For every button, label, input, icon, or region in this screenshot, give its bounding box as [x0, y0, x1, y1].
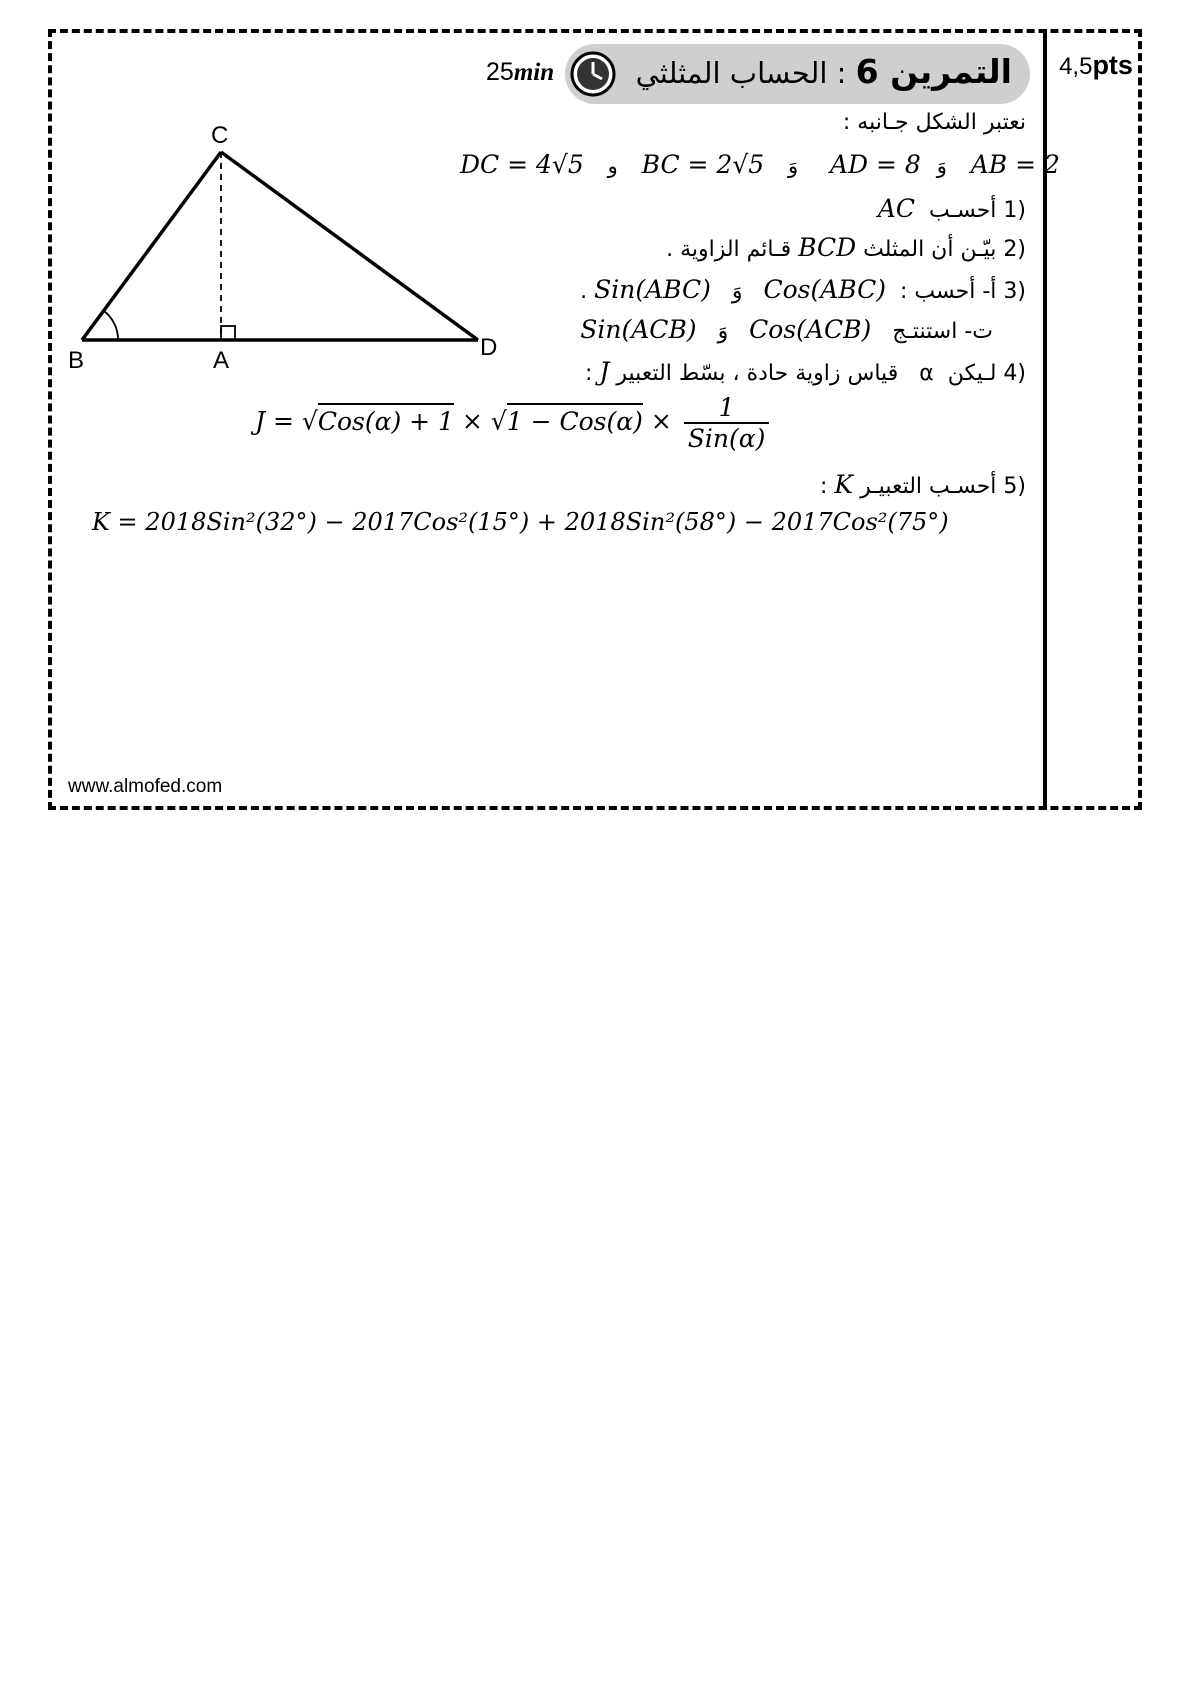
question-2 — [666, 233, 1026, 262]
q3-b-label: ت- استنتـج — [892, 319, 993, 344]
q2-text-a: بيّـن أن المثلث — [863, 237, 997, 262]
q3-sin-abc — [594, 275, 711, 304]
j-denominator: Sin(α) — [687, 424, 766, 453]
j-times-1: × — [453, 406, 491, 436]
segment-bc — [82, 152, 221, 340]
exercise-title — [636, 52, 1012, 91]
q3-cos-acb — [749, 315, 871, 344]
j-fraction — [684, 393, 770, 453]
duration-value: 25 — [486, 58, 514, 86]
question-1 — [878, 194, 1026, 223]
q1-math: AC — [877, 194, 916, 223]
and-1: وَ — [936, 154, 947, 178]
given-bc: BC = 2√5 — [641, 150, 765, 179]
q3-and-2: وَ — [717, 319, 729, 344]
j-times-2: × — [642, 406, 680, 436]
j-formula: J = √Cos(α) + 1 × √1 − Cos(α) × $\frac{1}{\text{Sin(α)}}$ — [255, 393, 769, 453]
exercise-topic: : الحساب المثلثي — [635, 56, 856, 90]
q3-number: (3 — [1003, 279, 1026, 304]
triangle-figure — [58, 115, 518, 375]
points-label — [1052, 50, 1140, 81]
j-lhs: J = — [255, 406, 302, 436]
question-3b — [580, 315, 993, 344]
q3-sin-acb-text: Sin(ACB) — [580, 315, 697, 344]
footer-url: www.almofed.com — [68, 776, 223, 797]
k-formula: K = 2018Sin²(32°) − 2017Cos²(15°) + 2018Sin²(58°) − 2017Cos²(75°) — [92, 508, 949, 536]
q3-and-1: وَ — [731, 279, 743, 304]
q3-period: . — [580, 279, 588, 304]
question-3a — [580, 275, 1026, 304]
j-numerator: 1 — [684, 393, 770, 424]
right-angle-mark — [221, 326, 235, 340]
angle-b-arc — [104, 311, 118, 340]
q3-cos-acb-text: Cos(ACB) — [749, 315, 872, 344]
label-d: D — [480, 334, 498, 361]
segment-cd — [221, 152, 478, 340]
q4-text-a: لـيكن — [947, 361, 997, 386]
q5-colon: : — [819, 474, 828, 499]
q1-text: أحسـب — [929, 198, 997, 223]
label-c: C — [211, 122, 229, 149]
j-radicand-1: Cos(α) + 1 — [318, 403, 454, 436]
clock-icon — [569, 50, 617, 98]
q2-math: BCD — [798, 233, 857, 262]
q4-math: J — [599, 357, 610, 386]
duration-unit: min — [513, 59, 555, 86]
q3-cos-abc-text: Cos(ABC) — [763, 275, 887, 304]
label-b: B — [68, 347, 85, 374]
and-2: وَ — [788, 154, 799, 178]
q5-math: K — [834, 470, 854, 499]
q5-text: أحسـب التعبيـر — [860, 474, 997, 499]
points-unit: pts — [1092, 50, 1133, 80]
points-column-divider — [1043, 29, 1047, 810]
given-ab: AB = 2 — [970, 150, 1060, 179]
givens-line — [460, 150, 1060, 179]
exercise-header — [565, 44, 1030, 104]
q4-alpha: α — [919, 361, 934, 386]
q4-text-b: قياس زاوية حادة ، بسّط التعبير — [616, 361, 899, 386]
q3-sin-acb — [580, 315, 696, 344]
points-value: 4,5 — [1059, 53, 1093, 80]
duration — [486, 58, 554, 87]
q2-number: (2 — [1003, 237, 1026, 262]
given-dc: DC = 4√5 — [460, 150, 584, 179]
q4-colon: : — [584, 361, 593, 386]
q3-a-label: أ- أحسب : — [900, 279, 997, 304]
q3-sin-abc-text: Sin(ABC) — [594, 275, 711, 304]
exercise-number: التمرين 6 — [855, 52, 1012, 91]
given-ad: AD = 8 — [829, 150, 921, 179]
question-4 — [585, 357, 1026, 386]
intro-text: نعتبر الشكل جـانبه : — [842, 110, 1026, 135]
label-a: A — [213, 347, 230, 374]
q4-number: (4 — [1003, 361, 1026, 386]
j-radicand-2: 1 − Cos(α) — [507, 403, 643, 436]
and-3: و — [607, 154, 618, 178]
q3-cos-abc — [763, 275, 886, 304]
q5-number: (5 — [1003, 474, 1026, 499]
q2-text-b: قـائم الزاوية . — [666, 237, 792, 262]
q1-number: (1 — [1003, 198, 1026, 223]
question-5 — [820, 470, 1026, 499]
